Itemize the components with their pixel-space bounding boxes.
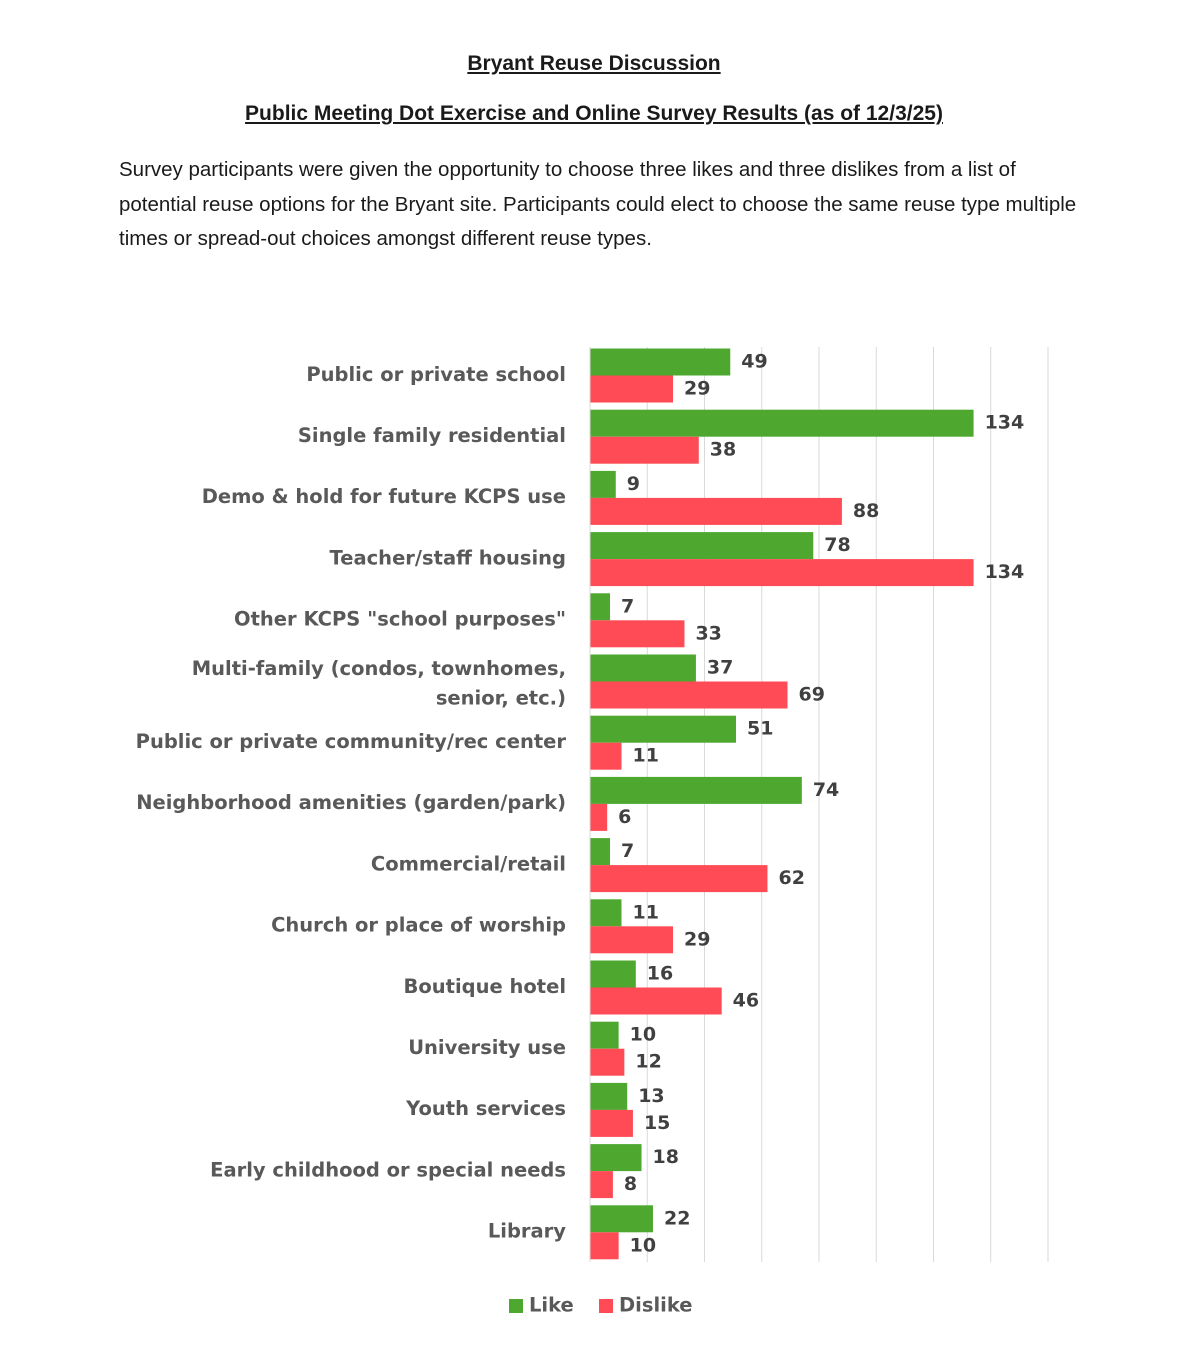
dislike-value-label: 29 bbox=[684, 928, 711, 951]
category-label: Early childhood or special needs bbox=[210, 1158, 566, 1182]
like-bar bbox=[590, 1022, 619, 1049]
category-label: Commercial/retail bbox=[370, 852, 566, 876]
like-bar bbox=[590, 716, 736, 743]
like-bar bbox=[590, 777, 802, 804]
category-label: Neighborhood amenities (garden/park) bbox=[136, 791, 566, 815]
dislike-bar bbox=[590, 437, 699, 464]
like-value-label: 51 bbox=[746, 717, 774, 740]
dislike-value-label: 134 bbox=[984, 561, 1025, 584]
like-value-label: 74 bbox=[812, 778, 840, 801]
like-value-label: 18 bbox=[652, 1146, 679, 1169]
like-bar bbox=[590, 655, 696, 682]
dislike-value-label: 11 bbox=[632, 744, 659, 767]
category-label: Youth services bbox=[406, 1097, 566, 1121]
category-label: Boutique hotel bbox=[403, 974, 566, 998]
like-value-label: 10 bbox=[629, 1023, 657, 1046]
dislike-bar bbox=[590, 498, 842, 525]
dislike-value-label: 15 bbox=[643, 1111, 671, 1134]
like-bar bbox=[590, 349, 730, 376]
like-value-label: 7 bbox=[621, 595, 635, 618]
dislike-bar bbox=[590, 743, 621, 770]
like-bar bbox=[590, 410, 974, 437]
dislike-bar bbox=[590, 1232, 619, 1259]
dislike-bar bbox=[590, 1049, 624, 1076]
category-label: Library bbox=[487, 1219, 566, 1243]
dislike-value-label: 46 bbox=[732, 989, 760, 1012]
like-bar bbox=[590, 1083, 627, 1110]
dislike-legend-swatch bbox=[599, 1299, 613, 1313]
like-value-label: 7 bbox=[621, 840, 635, 863]
dislike-bar bbox=[590, 1110, 633, 1137]
like-value-label: 16 bbox=[646, 962, 674, 985]
category-label: Other KCPS "school purposes" bbox=[234, 607, 566, 631]
like-legend-label: Like bbox=[529, 1293, 574, 1317]
dislike-legend-label: Dislike bbox=[619, 1293, 693, 1317]
dislike-bar bbox=[590, 865, 767, 892]
category-label: Single family residential bbox=[297, 424, 566, 448]
dislike-value-label: 29 bbox=[684, 377, 711, 400]
category-label: Demo & hold for future KCPS use bbox=[201, 485, 566, 509]
category-label: Public or private school bbox=[306, 362, 566, 386]
like-bar bbox=[590, 471, 616, 498]
category-label: University use bbox=[408, 1036, 566, 1060]
document-title: Bryant Reuse Discussion bbox=[467, 52, 721, 75]
dislike-bar bbox=[590, 926, 673, 953]
dislike-value-label: 88 bbox=[852, 499, 880, 522]
category-label: Church or place of worship bbox=[271, 913, 566, 937]
dislike-value-label: 12 bbox=[635, 1050, 662, 1073]
dislike-value-label: 38 bbox=[709, 438, 737, 461]
category-label: Public or private community/rec center bbox=[135, 730, 566, 754]
like-value-label: 37 bbox=[706, 656, 734, 679]
like-value-label: 49 bbox=[741, 350, 768, 373]
dislike-value-label: 10 bbox=[629, 1234, 657, 1257]
document-subtitle: Public Meeting Dot Exercise and Online Survey Results (as of 12/3/25) bbox=[245, 102, 943, 125]
like-bar bbox=[590, 1144, 642, 1171]
document-intro: Survey participants were given the opportunity to choose three likes and three dislikes from a list of potential reuse options for the Bryant site. Participants could elect to choose the same reuse type multiple times or spread-out choices amongst different reuse types. bbox=[119, 158, 1077, 250]
dislike-bar bbox=[590, 804, 607, 831]
dislike-bar bbox=[590, 620, 684, 647]
like-value-label: 134 bbox=[984, 411, 1025, 434]
like-bar bbox=[590, 838, 610, 865]
dislike-value-label: 8 bbox=[623, 1173, 638, 1196]
like-value-label: 11 bbox=[632, 901, 659, 924]
dislike-value-label: 69 bbox=[798, 683, 825, 706]
like-value-label: 13 bbox=[638, 1084, 665, 1107]
like-value-label: 22 bbox=[663, 1207, 691, 1230]
dislike-bar bbox=[590, 682, 788, 709]
dislike-value-label: 62 bbox=[778, 867, 805, 890]
category-label: Multi-family (condos, townhomes, senior, etc.) bbox=[191, 657, 566, 710]
category-label: Teacher/staff housing bbox=[329, 546, 566, 570]
like-bar bbox=[590, 1205, 653, 1232]
like-legend-swatch bbox=[509, 1299, 523, 1313]
dislike-bar bbox=[590, 988, 722, 1015]
dislike-value-label: 33 bbox=[695, 622, 722, 645]
like-bar bbox=[590, 532, 813, 559]
like-bar bbox=[590, 961, 636, 988]
dislike-bar bbox=[590, 376, 673, 403]
dislike-bar bbox=[590, 559, 974, 586]
like-value-label: 9 bbox=[626, 472, 640, 495]
like-value-label: 78 bbox=[824, 534, 851, 557]
like-bar bbox=[590, 593, 610, 620]
dislike-bar bbox=[590, 1171, 613, 1198]
dislike-value-label: 6 bbox=[618, 805, 632, 828]
like-bar bbox=[590, 899, 621, 926]
